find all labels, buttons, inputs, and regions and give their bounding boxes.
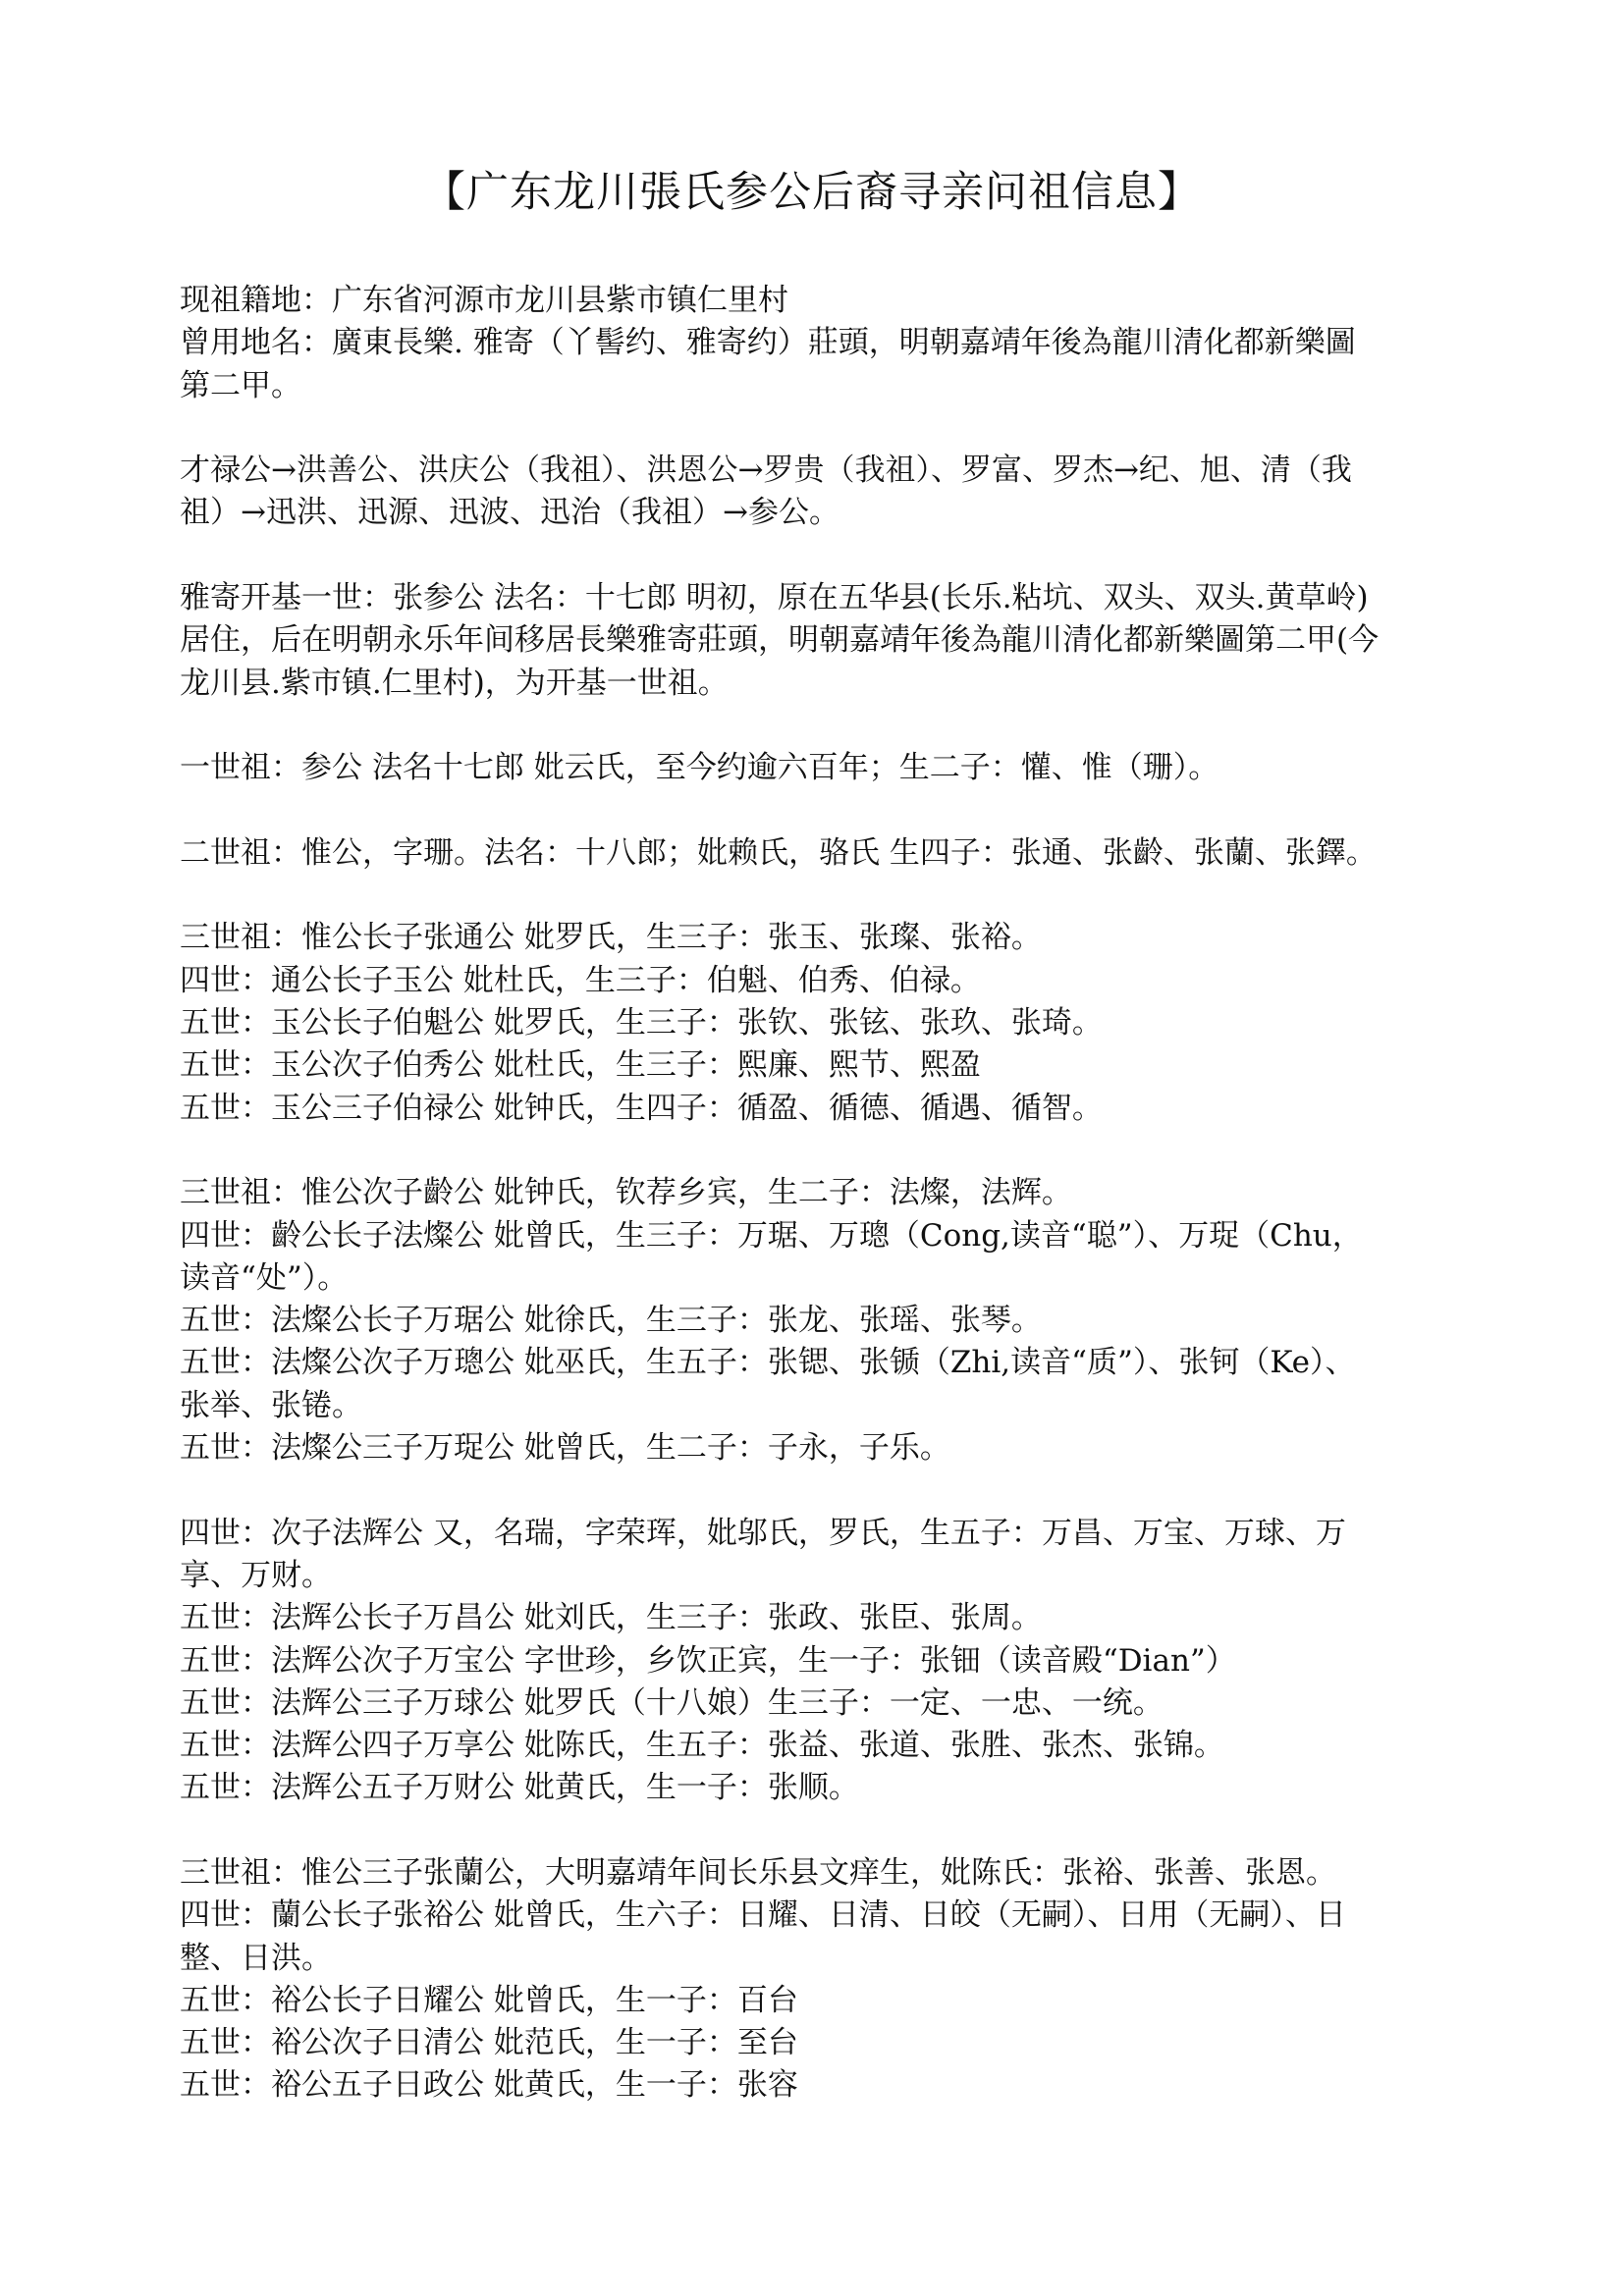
paragraph-gap [180, 1469, 1456, 1512]
text-line: 五世：法辉公五子万财公 妣黄氏，生一子：张顺。 [180, 1770, 859, 1806]
text-line: 五世：法辉公次子万宝公 字世珍，乡饮正宾，生一子：张钿（读音殿“Dian”） [180, 1642, 1236, 1679]
paragraph [180, 577, 1456, 705]
text-line: 四世：蘭公长子张裕公 妣曾氏，生六子：日耀、日清、日皎（无嗣）、日用（无嗣）、日 [180, 1897, 1346, 1934]
text-line: 五世：法燦公三子万珿公 妣曾氏，生二子：子永，子乐。 [180, 1430, 950, 1467]
text-line: 三世祖：惟公三子张蘭公，大明嘉靖年间长乐县文痒生，妣陈氏：张裕、张善、张恩。 [180, 1854, 1336, 1891]
text-line: 三世祖：惟公长子张通公 妣罗氏，生三子：张玉、张璨、张裕。 [180, 920, 1042, 956]
text-line: 第二甲。 [180, 367, 301, 403]
text-line: 五世：法辉公长子万昌公 妣刘氏，生三子：张政、张臣、张周。 [180, 1600, 1042, 1636]
text-line: 五世：玉公次子伯秀公 妣杜氏，生三子：熙廉、熙节、熙盈 [180, 1047, 981, 1084]
text-line: 居住，后在明朝永乐年间移居長樂雅寄莊頭，明朝嘉靖年後為龍川清化都新樂圖第二甲(今 [180, 622, 1380, 659]
paragraph [180, 1852, 1456, 2108]
text-line: 三世祖：惟公次子齡公 妣钟氏，钦荐乡宾，生二子：法燦，法辉。 [180, 1175, 1072, 1211]
text-line: 整、日洪。 [180, 1940, 332, 1976]
text-line: 二世祖：惟公，字珊。法名：十八郎；妣赖氏，骆氏 生四子：张通、张齡、张蘭、张鐸。 [180, 834, 1377, 871]
paragraph [180, 450, 1456, 535]
text-line: 现祖籍地：广东省河源市龙川县紫市镇仁里村 [180, 283, 788, 318]
paragraph [180, 917, 1456, 1129]
text-line: 四世：次子法辉公 又，名瑞，字荣珲，妣邬氏，罗氏，生五子：万昌、万宝、万球、万 [180, 1515, 1346, 1551]
paragraph-gap [180, 705, 1456, 747]
text-line: 祖）→迅洪、迅源、迅波、迅治（我祖）→参公。 [180, 495, 839, 531]
text-line: 张举、张锩。 [180, 1387, 362, 1423]
text-line: 五世：玉公三子伯禄公 妣钟氏，生四子：循盈、循德、循遇、循智。 [180, 1090, 1103, 1126]
paragraph [180, 1513, 1456, 1810]
paragraph-gap [180, 1130, 1456, 1172]
paragraph [180, 832, 1456, 875]
paragraph [180, 747, 1456, 789]
paragraph-gap [180, 407, 1456, 450]
paragraph-gap [180, 790, 1456, 832]
paragraph [180, 280, 1456, 407]
text-line: 享、万财。 [180, 1557, 332, 1593]
text-line: 五世：裕公五子日政公 妣黄氏，生一子：张容 [180, 2067, 798, 2104]
text-line: 曾用地名：廣東長樂. 雅寄（丫髻约、雅寄约）莊頭，明朝嘉靖年後為龍川清化都新樂圖 [180, 325, 1356, 361]
paragraph-gap [180, 875, 1456, 917]
text-line: 五世：玉公长子伯魁公 妣罗氏，生三子：张钦、张铉、张玖、张琦。 [180, 1005, 1103, 1041]
text-line: 五世：法辉公三子万球公 妣罗氏（十八娘）生三子：一定、一忠、一统。 [180, 1684, 1164, 1721]
page-title: 【广东龙川張氏参公后裔寻亲问祖信息】 [423, 168, 1201, 217]
text-line: 五世：裕公长子日耀公 妣曾氏，生一子：百台 [180, 1982, 798, 2018]
text-line: 雅寄开基一世：张参公 法名：十七郎 明初，原在五华县(长乐.粘坑、双头、双头.黄草岭) [180, 580, 1369, 616]
paragraph [180, 1172, 1456, 1469]
paragraph-gap [180, 1810, 1456, 1852]
text-line: 五世：法燦公长子万琚公 妣徐氏，生三子：张龙、张瑶、张琴。 [180, 1303, 1042, 1339]
paragraph-gap [180, 535, 1456, 577]
text-line: 四世：齡公长子法燦公 妣曾氏，生三子：万琚、万璁（Cong,读音“聪”）、万珿（Chu， [180, 1217, 1363, 1254]
text-line: 五世：法辉公四子万享公 妣陈氏，生五子：张益、张道、张胜、张杰、张锦。 [180, 1728, 1224, 1764]
text-line: 一世祖：参公 法名十七郎 妣云氏，至今约逾六百年；生二子：懽、惟（珊）。 [180, 750, 1219, 786]
text-line: 才禄公→洪善公、洪庆公（我祖）、洪恩公→罗贵（我祖）、罗富、罗杰→纪、旭、清（我 [180, 453, 1352, 489]
text-line: 四世：通公长子玉公 妣杜氏，生三子：伯魁、伯秀、伯禄。 [180, 962, 981, 998]
text-line: 读音“处”）。 [180, 1259, 349, 1296]
text-line: 龙川县.紫市镇.仁里村)，为开基一世祖。 [180, 665, 729, 701]
text-line: 五世：裕公次子日清公 妣范氏，生一子：至台 [180, 2025, 798, 2061]
document-body [180, 280, 1456, 2108]
text-line: 五世：法燦公次子万璁公 妣巫氏，生五子：张锶、张锧（Zhi,读音“质”）、张钶（Ke）、 [180, 1345, 1356, 1381]
